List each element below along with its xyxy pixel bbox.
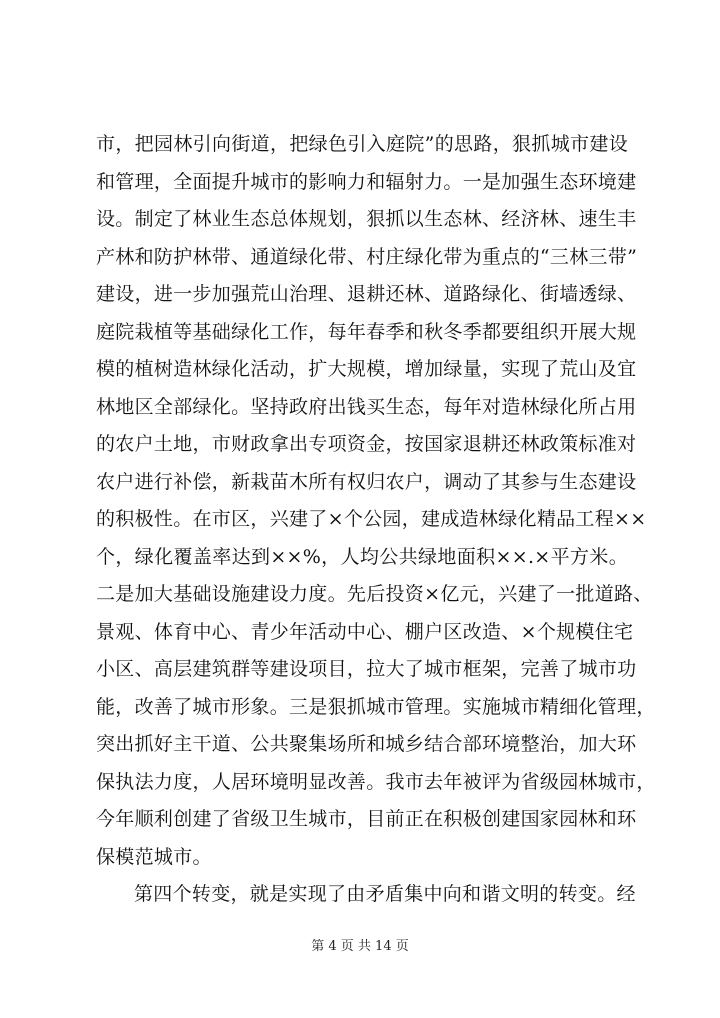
text-line-12: 个，绿化覆盖率达到××%，人均公共绿地面积××.×平方米。 [96, 545, 628, 568]
text-line-10: 农户进行补偿，新栽苗木所有权归农户，调动了其参与生态建设 [96, 470, 637, 493]
text-line-2: 和管理，全面提升城市的影响力和辐射力。一是加强生态环境建 [96, 170, 637, 193]
text-line-21: 第四个转变，就是实现了由矛盾集中向和谐文明的转变。经 [134, 883, 636, 905]
text-line-8: 林地区全部绿化。坚持政府出钱买生态，每年对造林绿化所占用 [96, 395, 637, 418]
page-footer: 第 4 页 共 14 页 [311, 939, 409, 954]
text-line-16: 能，改善了城市形象。三是狠抓城市管理。实施城市精细化管理， [96, 695, 656, 718]
text-line-5: 建设，进一步加强荒山治理、退耕还林、道路绿化、街墙透绿、 [96, 283, 637, 305]
text-line-9: 的农户土地，市财政拿出专项资金，按国家退耕还林政策标准对 [96, 433, 637, 455]
text-line-15: 小区、高层建筑群等建设项目，拉大了城市框架，完善了城市功 [96, 658, 637, 680]
text-line-18: 保执法力度，人居环境明显改善。我市去年被评为省级园林城市， [96, 770, 656, 793]
text-line-14: 景观、体育中心、青少年活动中心、棚户区改造、×个规模住宅 [96, 620, 634, 643]
text-line-1: 市，把园林引向街道，把绿色引入庭院”的思路，狠抓城市建设 [96, 133, 628, 155]
text-line-17: 突出抓好主干道、公共聚集场所和城乡结合部环境整治，加大环 [96, 733, 637, 755]
text-line-7: 模的植树造林绿化活动，扩大规模，增加绿量，实现了荒山及宜 [96, 358, 637, 380]
text-line-20: 保模范城市。 [96, 845, 212, 868]
text-line-13: 二是加大基础设施建设力度。先后投资×亿元，兴建了一批道路、 [96, 583, 653, 605]
text-line-11: 的积极性。在市区，兴建了×个公园，建成造林绿化精品工程×× [96, 508, 647, 530]
text-line-4: 产林和防护林带、通道绿化带、村庄绿化带为重点的“三林三带” [96, 245, 638, 268]
text-line-19: 今年顺利创建了省级卫生城市，目前正在积极创建国家园林和环 [96, 808, 637, 830]
text-line-3: 设。制定了林业生态总体规划，狠抓以生态林、经济林、速生丰 [96, 208, 637, 230]
body-text [96, 126, 656, 914]
text-line-6: 庭院栽植等基础绿化工作，每年春季和秋冬季都要组织开展大规 [96, 320, 637, 343]
